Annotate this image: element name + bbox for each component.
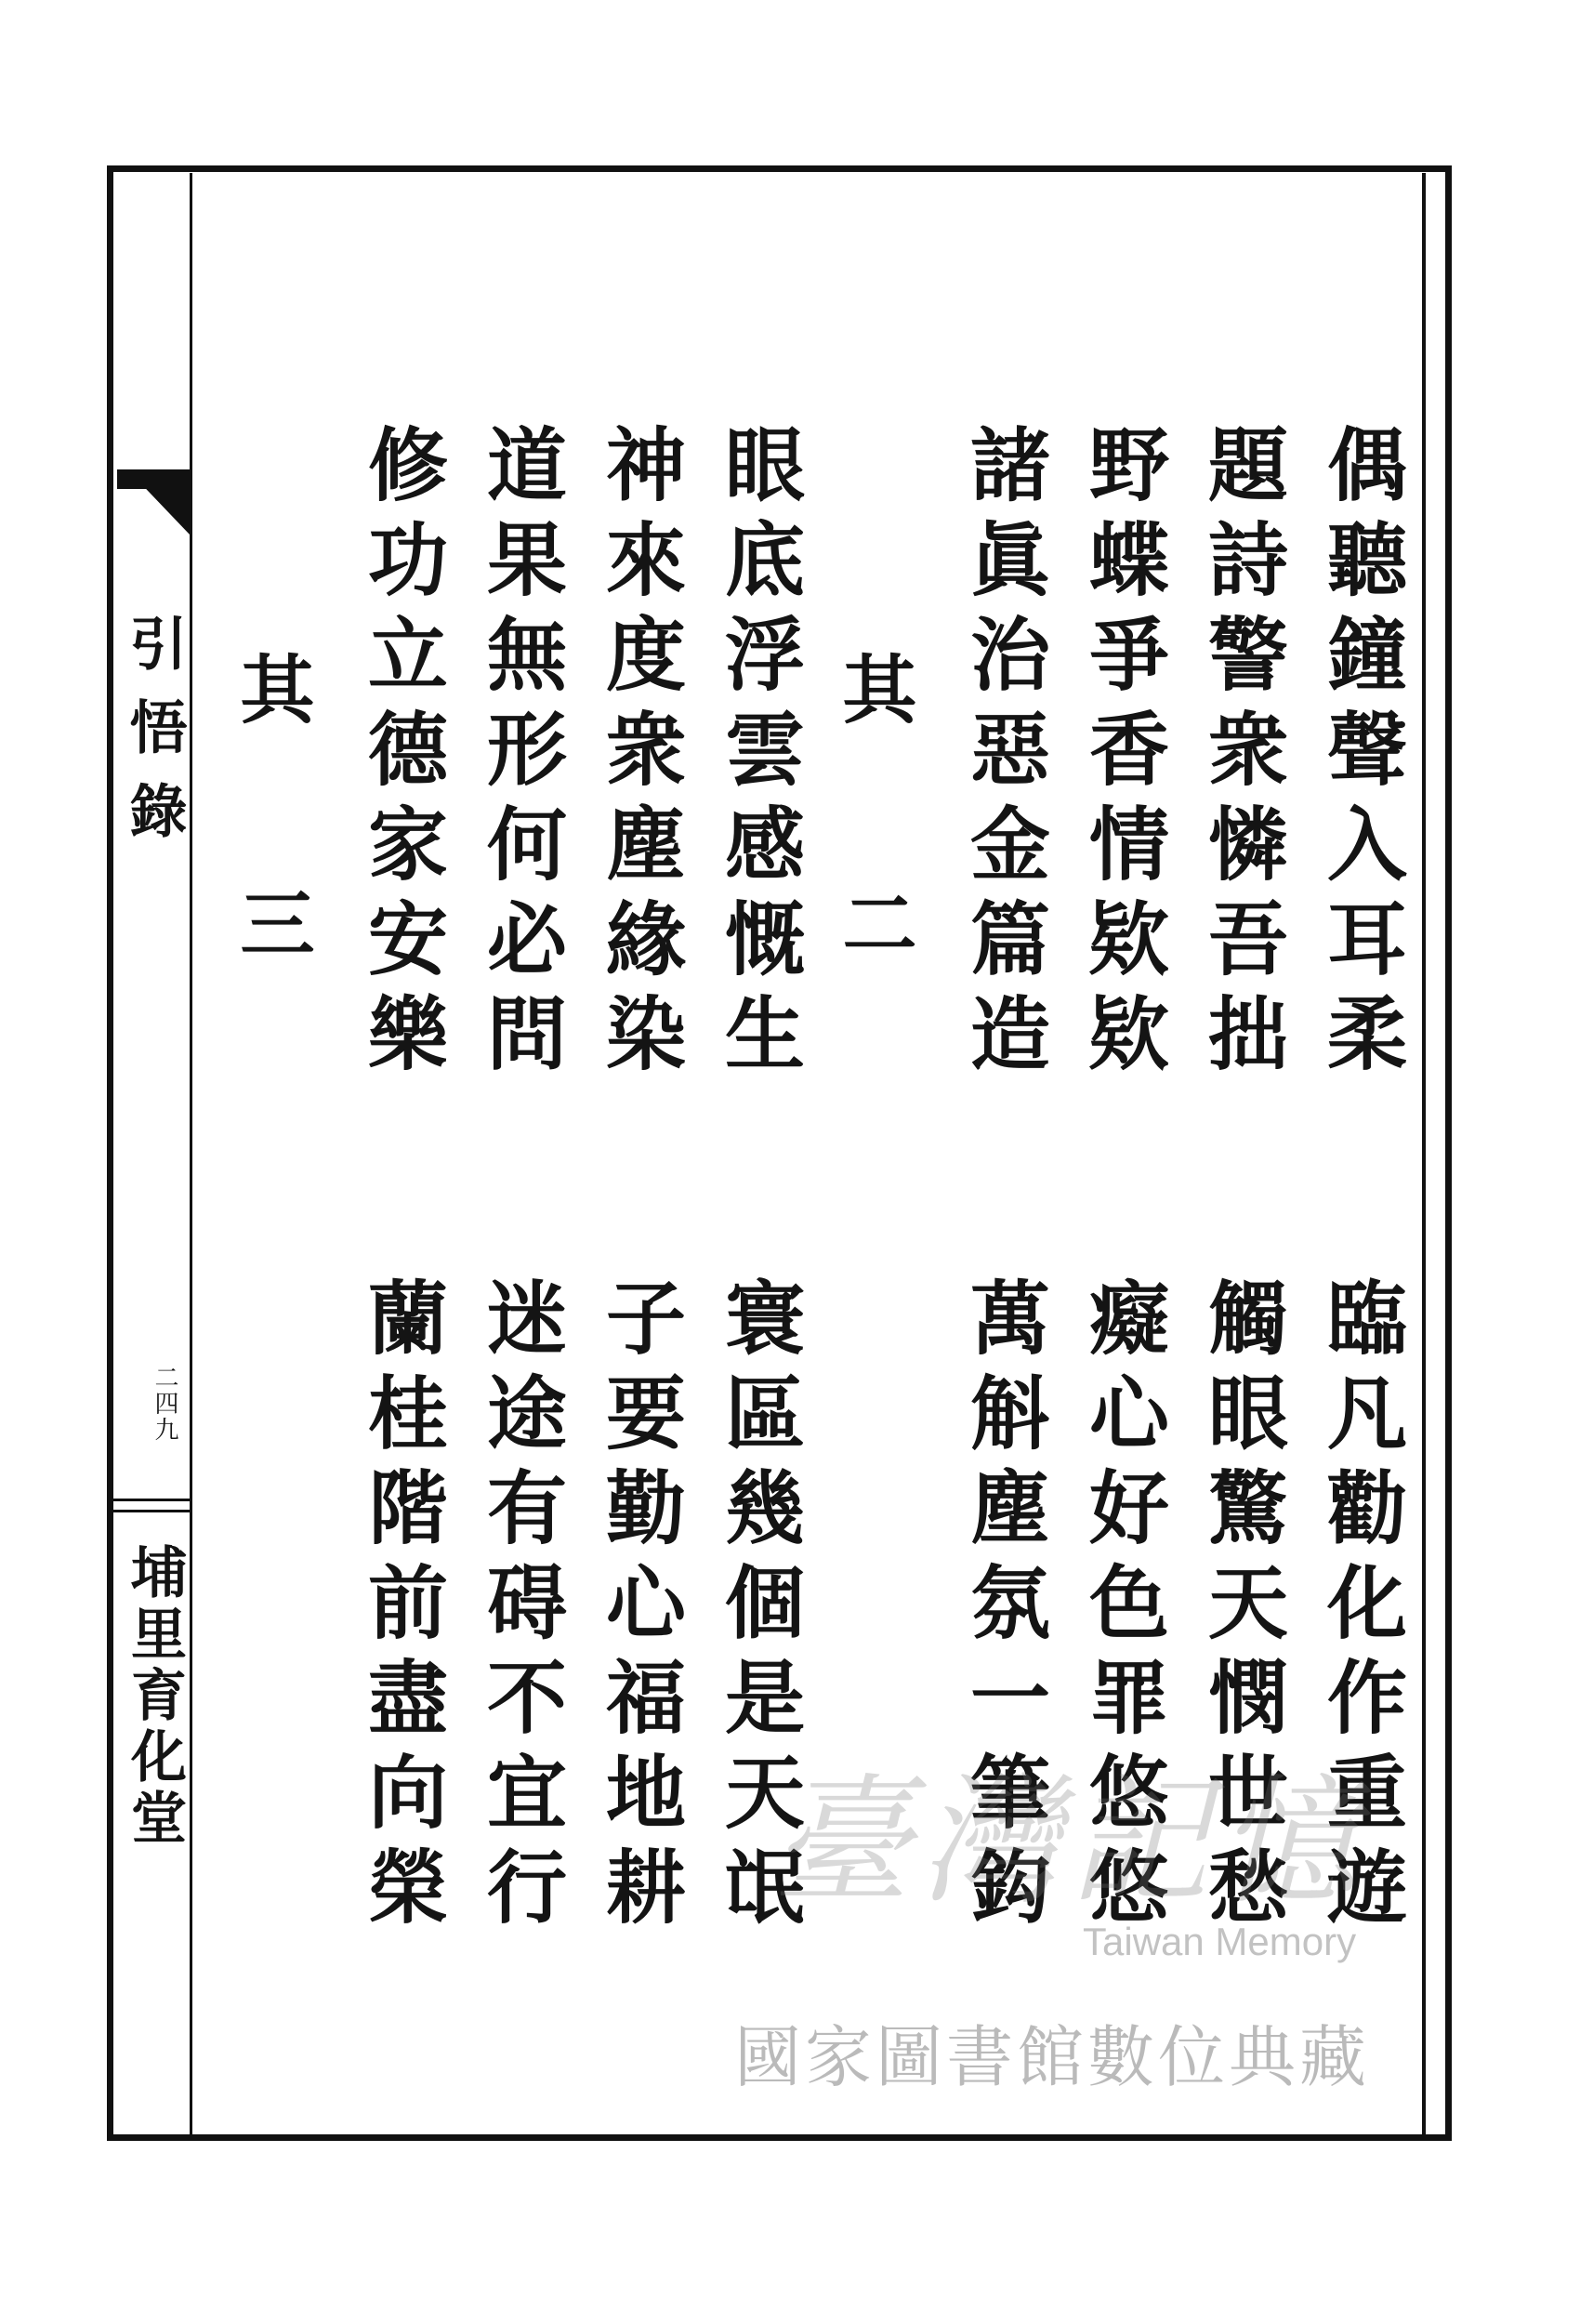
poem-heading: 其 三 <box>228 651 315 1002</box>
gutter-book-title: 引悟錄 <box>120 614 188 865</box>
poem-column: 修功立德家安樂 蘭桂階前盡向榮 <box>354 423 448 1940</box>
poem-column: 野蝶爭香情欵欵 癡心好色罪悠悠 <box>1075 423 1169 1940</box>
poem-column: 神來度衆塵緣染 子要勤心福地耕 <box>592 423 686 1940</box>
poem-column: 偶聽鐘聲入耳柔 臨凡勸化作重遊 <box>1313 423 1407 1940</box>
gutter-publisher: 埔里育化堂 <box>122 1543 187 1850</box>
poem-column: 眼底浮雲感慨生 寰區幾個是天氓 <box>711 423 805 1940</box>
gutter-rule <box>190 173 192 2135</box>
gutter-divider <box>113 1510 190 1512</box>
watermark-library: 國家圖書館數位典藏 <box>734 2018 1371 2096</box>
gutter-page-number: 二四九 <box>151 1365 178 1443</box>
poem-column: 道果無形何必問 迷途有碍不宜行 <box>473 423 567 1940</box>
poem-column: 諸眞治惡金篇造 萬斛塵氛一筆鈎 <box>956 423 1050 1940</box>
poem-column: 題詩警衆憐吾拙 觸眼驚天憫世愁 <box>1194 423 1288 1940</box>
watermark-cursive: 臺灣記憶 <box>771 1762 1367 1923</box>
poem-heading: 其 二 <box>830 651 917 1002</box>
gutter-divider <box>113 1499 190 1501</box>
watermark-english: Taiwan Memory <box>1083 1920 1357 1963</box>
